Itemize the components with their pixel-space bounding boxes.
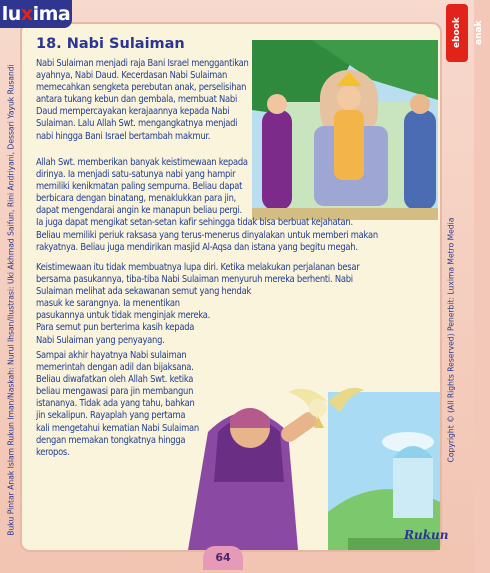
paragraph-line: Keistimewaan itu tidak membuatnya lupa diri. Ketika melakukan perjalanan besar [36, 262, 360, 273]
paragraph-line: antara tukang kebun dan gembala, membuat Nabi [36, 94, 238, 106]
paragraph-line: masuk ke sarangnya. Ia menentikan [36, 298, 180, 310]
credits-sidebar [4, 60, 18, 540]
paragraph-privileges [36, 157, 442, 254]
paragraph-line: Ia juga dapat mengikat setan-setan kafir sehingga tidak bisa berbuat kejahatan. [36, 217, 353, 229]
paragraph-line: memerintah dengan adil dan bijaksana. [36, 362, 194, 374]
paragraph-line: jin sekalipun. Rayaplah yang pertama [36, 410, 186, 422]
man-with-bird-illustration [188, 362, 440, 550]
paragraph-line: memiliki kenikmatan paling sempurna. Beliau dapat [36, 181, 243, 193]
paragraph-line: bersama pasukannya, tiba-tiba Nabi Sulaiman menyuruh mereka berhenti. Nabi [36, 274, 353, 286]
paragraph-line: ayahnya, Nabi Daud. Kecerdasan Nabi Sulaiman [36, 70, 228, 82]
rukun-label: Rukun [404, 528, 449, 542]
luxima-logo: luxima [0, 0, 72, 28]
paragraph-line: nabi hingga Bani Israel bertambah makmur. [36, 130, 211, 142]
paragraph-line: Daud mempercayakan kerajaannya kepada Nabi [36, 106, 230, 118]
paragraph-line: Para semut pun berterima kasih kepada [36, 322, 195, 334]
paragraph-line: dengan memakan tongkatnya hingga [36, 434, 186, 446]
chapter-title: 18. Nabi Sulaiman [36, 36, 185, 52]
paragraph-line: berbicara dengan binatang, menaklukkan para jin, [36, 193, 237, 205]
paragraph-line: Beliau memiliki periuk raksasa yang terus-menerus dinyalakan untuk memberi makan [36, 229, 378, 241]
paragraph-line: Nabi Sulaiman menjadi raja Bani Israel menggantikan [36, 58, 249, 69]
paragraph-line: pasukannya untuk tidak menginjak mereka. [36, 310, 211, 322]
paragraph-line: beliau mengawasi para jin membangun [36, 386, 194, 398]
paragraph-line: dirinya. Ia menjadi satu-satunya nabi yang hampir [36, 169, 236, 181]
paragraph-line: dapat mengendarai angin ke manapun beliau pergi. [36, 205, 242, 217]
paragraph-death [36, 350, 206, 459]
paragraph-line: memecahkan sengketa perebutan anak, perselisihan [36, 82, 247, 94]
copyright-text: Copyright © (All Rights Reserved) Penerbit: Luxima Metro Media [446, 217, 456, 463]
paragraph-line: keropos. [36, 446, 70, 458]
paragraph-line: Sulaiman. Lalu Allah Swt. mengangkatnya menjadi [36, 118, 238, 130]
credits-text: Buku Pintar Anak Islam Rukun Iman/Naskah: Nurul Ihsan/Ilustrasi: Uki Akhmad Saifun, Rini Andriyani, Dessari Yayuk Rusandi [6, 64, 16, 536]
paragraph-intro [36, 58, 250, 143]
ebook-anak-badge: ebook anak [446, 4, 468, 62]
paragraph-line: kali mengetahui kematian Nabi Sulaiman [36, 422, 199, 434]
paragraph-line: Sampai akhir hayatnya Nabi sulaiman [36, 350, 187, 361]
paragraph-line: Sulaiman melihat ada sekawanan semut yang hendak [36, 286, 252, 298]
paragraph-line: Beliau diwafatkan oleh Allah Swt. ketika [36, 374, 194, 386]
paragraph-ants [36, 262, 442, 347]
copyright-sidebar [444, 150, 458, 530]
paragraph-line: rakyatnya. Beliau juga mendirikan masjid Al-Aqsa dan istana yang begitu megah. [36, 241, 358, 253]
paragraph-line: Nabi Sulaiman yang penyayang. [36, 334, 165, 346]
page-number: 64 [203, 546, 243, 570]
paragraph-line: Allah Swt. memberikan banyak keistimewaan kepada [36, 157, 248, 168]
paragraph-line: istananya. Tidak ada yang tahu, bahkan [36, 398, 195, 410]
